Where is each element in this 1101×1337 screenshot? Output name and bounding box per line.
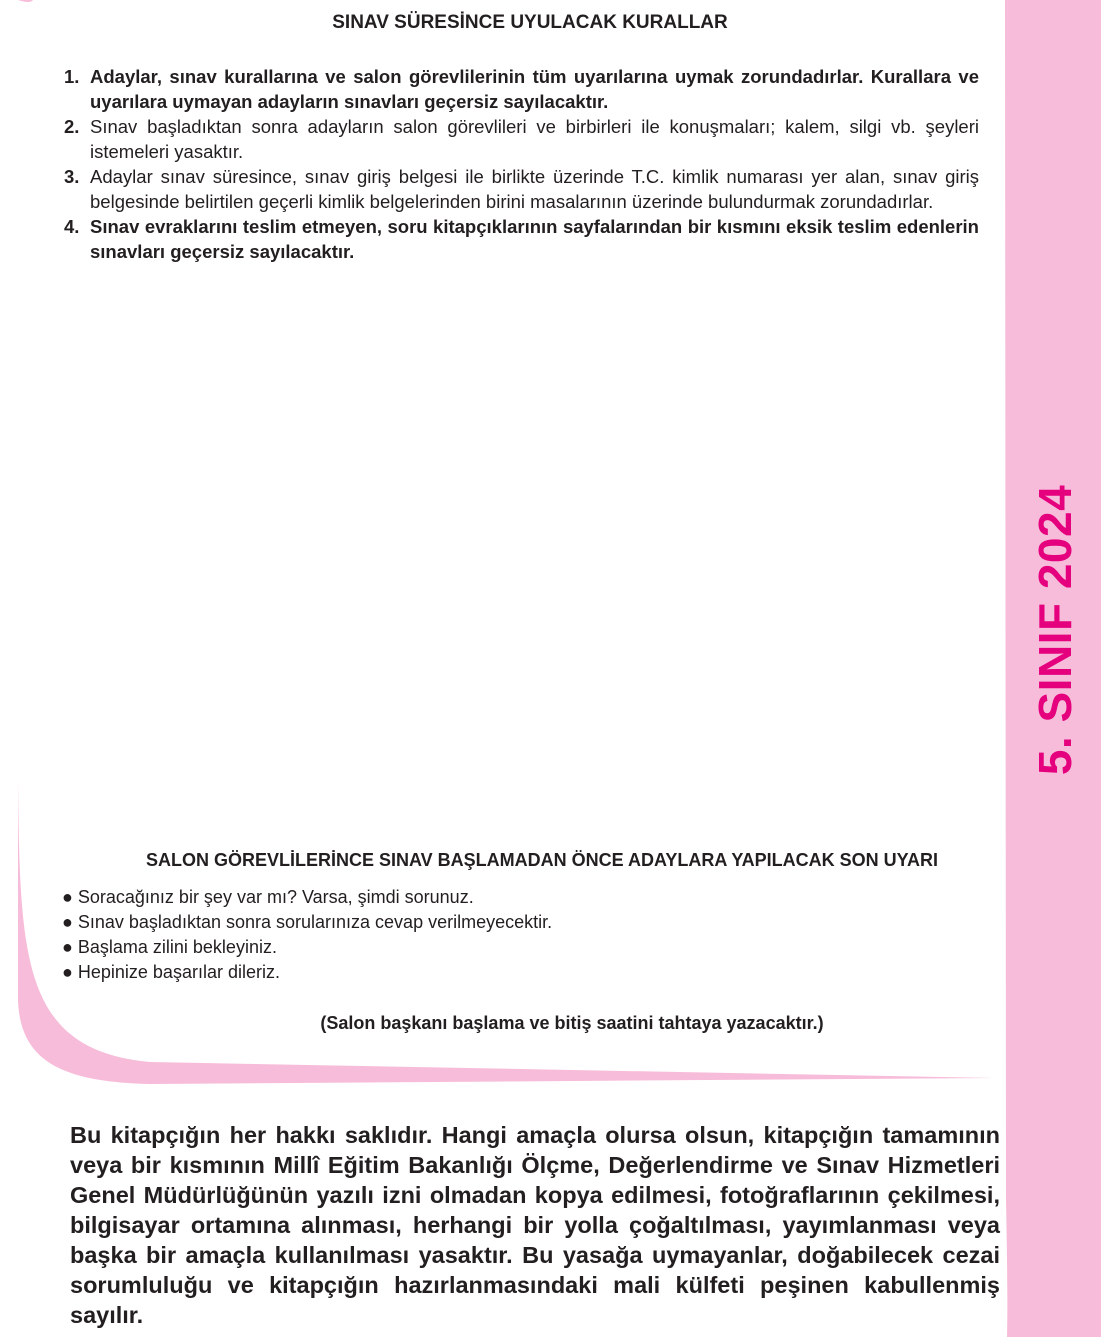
bullet-icon: ● [62, 962, 73, 982]
left-frame-line-top [18, 0, 33, 2]
warning-list [62, 885, 552, 985]
rules-title: SINAV SÜRESİNCE UYULACAK KURALLAR [332, 12, 728, 33]
rules-list [64, 64, 979, 264]
bullet-icon: ● [62, 937, 73, 957]
rule-text: Adaylar sınav süresince, sınav giriş belgesi ile birlikte üzerinde T.C. kimlik numarası yer alan, sınav giriş belgesinde belirtilen geçerli kimlik belgelerinden birini masalarının üzerinde bulundurmak zorundadırlar. [90, 166, 979, 212]
copyright-notice: Bu kitapçığın her hakkı saklıdır. Hangi amaçla olursa olsun, kitapçığın tamamının veya bir kısmının Millî Eğitim Bakanlığı Ölçme, Değerlendirme ve Sınav Hizmetleri Genel Müdürlüğünün yazılı izni olmadan kopya edilmesi, fotoğraflarının çekilmesi, bilgisayar ortamına alınması, herhangi bir yolla çoğaltılması, yayımlanması veya başka bir amaçla kullanılması yasaktır. Bu yasağa uymayanlar, doğabilecek cezai sorumluluğu ve kitapçığın hazırlanmasındaki mali külfeti peşinen kabullenmiş sayılır. [70, 1122, 1000, 1328]
rule-text: Adaylar, sınav kurallarına ve salon görevlilerinin tüm uyarılarına uymak zorundadırlar. Kurallara ve uyarılara uymayan adayların sınavları geçersiz sayılacaktır. [90, 66, 979, 112]
rule-item [64, 64, 979, 114]
rule-item [64, 164, 979, 214]
rule-item [64, 214, 979, 264]
board-note: (Salon başkanı başlama ve bitiş saatini tahtaya yazacaktır.) [320, 1013, 824, 1033]
warning-text: Başlama zilini bekleyiniz. [77, 937, 277, 957]
rule-number: 4. [64, 216, 80, 237]
warning-title: SALON GÖREVLİLERİNCE SINAV BAŞLAMADAN ÖNCE ADAYLARA YAPILACAK SON UYARI [145, 850, 939, 870]
warning-item [62, 935, 552, 960]
side-label-grade-year: 5. SINIF 2024 [1029, 484, 1081, 776]
rule-text: Sınav evraklarını teslim etmeyen, soru kitapçıklarının sayfalarından bir kısmını eksik teslim edenlerin sınavları geçersiz sayılacaktır. [90, 216, 979, 262]
bullet-icon: ● [62, 912, 73, 932]
warning-text: Sınav başladıktan sonra sorularınıza cevap verilmeyecektir. [77, 912, 553, 932]
rule-number: 2. [64, 116, 80, 137]
warning-item [62, 885, 552, 910]
rule-number: 3. [64, 166, 80, 187]
warning-item [62, 910, 552, 935]
warning-text: Soracağınız bir şey var mı? Varsa, şimdi sorunuz. [77, 887, 474, 907]
rule-item [64, 114, 979, 164]
rule-number: 1. [64, 66, 80, 87]
warning-text: Hepinize başarılar dileriz. [77, 962, 280, 982]
bullet-icon: ● [62, 887, 73, 907]
warning-item [62, 960, 552, 985]
rule-text: Sınav başladıktan sonra adayların salon görevlileri ve birbirleri ile konuşmaları; kalem, silgi vb. şeyleri istemeleri yasaktır. [90, 116, 979, 162]
